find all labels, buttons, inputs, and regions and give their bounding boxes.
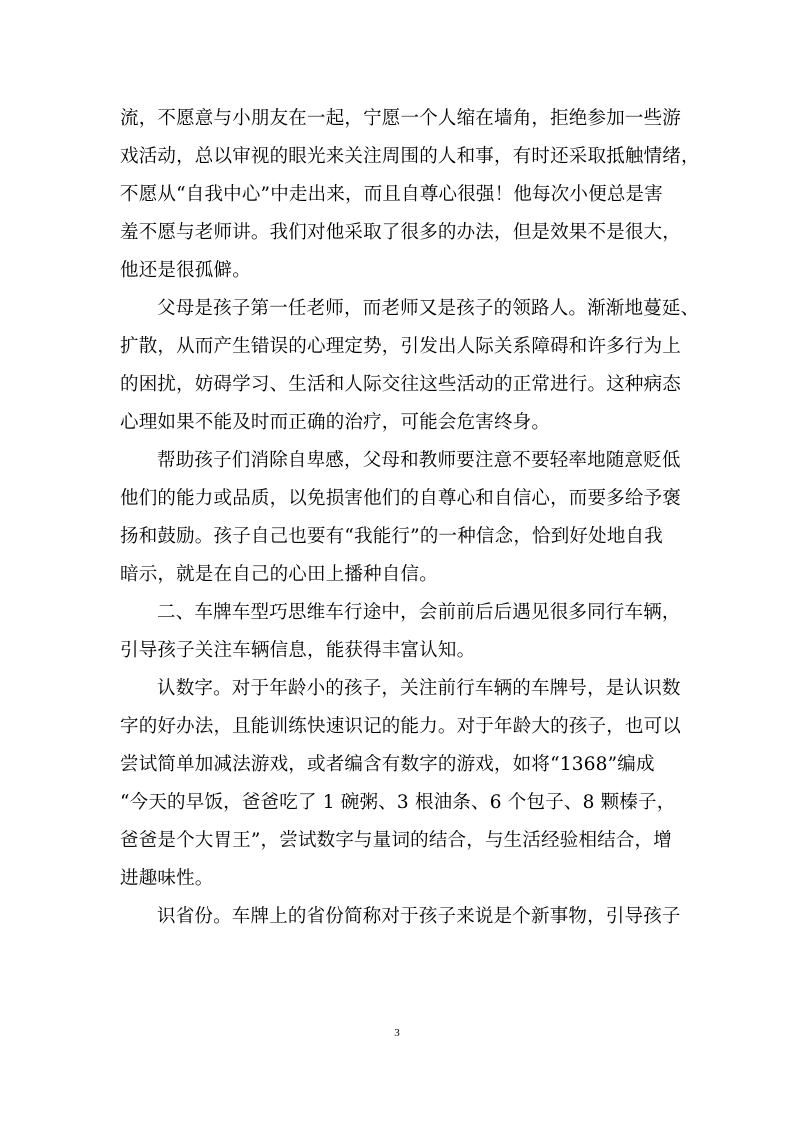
body-text xyxy=(120,100,700,936)
paragraph-start-line: 识省份。车牌上的省份简称对于孩子来说是个新事物，引导孩子 xyxy=(157,906,681,927)
paragraph-start-line: 父母是孩子第一任老师，而老师又是孩子的领路人。渐渐地蔓延、 xyxy=(157,298,700,319)
text-line: 心理如果不能及时而正确的治疗，可能会危害终身。 xyxy=(120,412,551,433)
paragraph-start-line: 帮助孩子们消除自卑感，父母和教师要注意不要轻率地随意贬低 xyxy=(157,450,681,471)
text-line: 他还是很孤僻。 xyxy=(120,260,251,281)
page-number: 3 xyxy=(394,1027,400,1039)
text-line: 引导孩子关注车辆信息，能获得丰富认知。 xyxy=(120,640,476,661)
text-line: 扩散，从而产生错误的心理定势，引发出人际关系障碍和许多行为上 xyxy=(120,336,682,357)
paragraph-start-line: 认数字。对于年龄小的孩子，关注前行车辆的车牌号，是认识数 xyxy=(157,678,681,699)
text-line: 羞不愿与老师讲。我们对他采取了很多的办法，但是效果不是很大， xyxy=(120,222,682,243)
text-line: 不愿从“自我中心”中走出来，而且自尊心很强！他每次小便总是害 xyxy=(120,184,663,205)
text-line: 他们的能力或品质，以免损害他们的自尊心和自信心，而要多给予褒 xyxy=(120,488,682,509)
text-line: 爸爸是个大胃王”，尝试数字与量词的结合，与生活经验相结合，增 xyxy=(120,830,672,851)
text-line: 进趣味性。 xyxy=(120,868,214,889)
text-line: 暗示，就是在自己的心田上播种自信。 xyxy=(120,564,438,585)
text-line: 的困扰，妨碍学习、生活和人际交往这些活动的正常进行。这种病态 xyxy=(120,374,682,395)
text-line: 流，不愿意与小朋友在一起，宁愿一个人缩在墙角，拒绝参加一些游 xyxy=(120,108,682,129)
text-line: “今天的早饭，爸爸吃了 1 碗粥、3 根油条、6 个包子、8 颗榛子， xyxy=(120,792,676,813)
text-line: 字的好办法，且能训练快速识记的能力。对于年龄大的孩子，也可以 xyxy=(120,716,682,737)
paragraph-start-line: 二、车牌车型巧思维车行途中，会前前后后遇见很多同行车辆， xyxy=(157,602,681,623)
text-line: 戏活动，总以审视的眼光来关注周围的人和事，有时还采取抵触情绪， xyxy=(120,146,700,167)
text-line: 扬和鼓励。孩子自己也要有“我能行”的一种信念，恰到好处地自我 xyxy=(120,526,663,547)
text-line: 尝试简单加减法游戏，或者编含有数字的游戏，如将“1368”编成 xyxy=(120,754,655,775)
